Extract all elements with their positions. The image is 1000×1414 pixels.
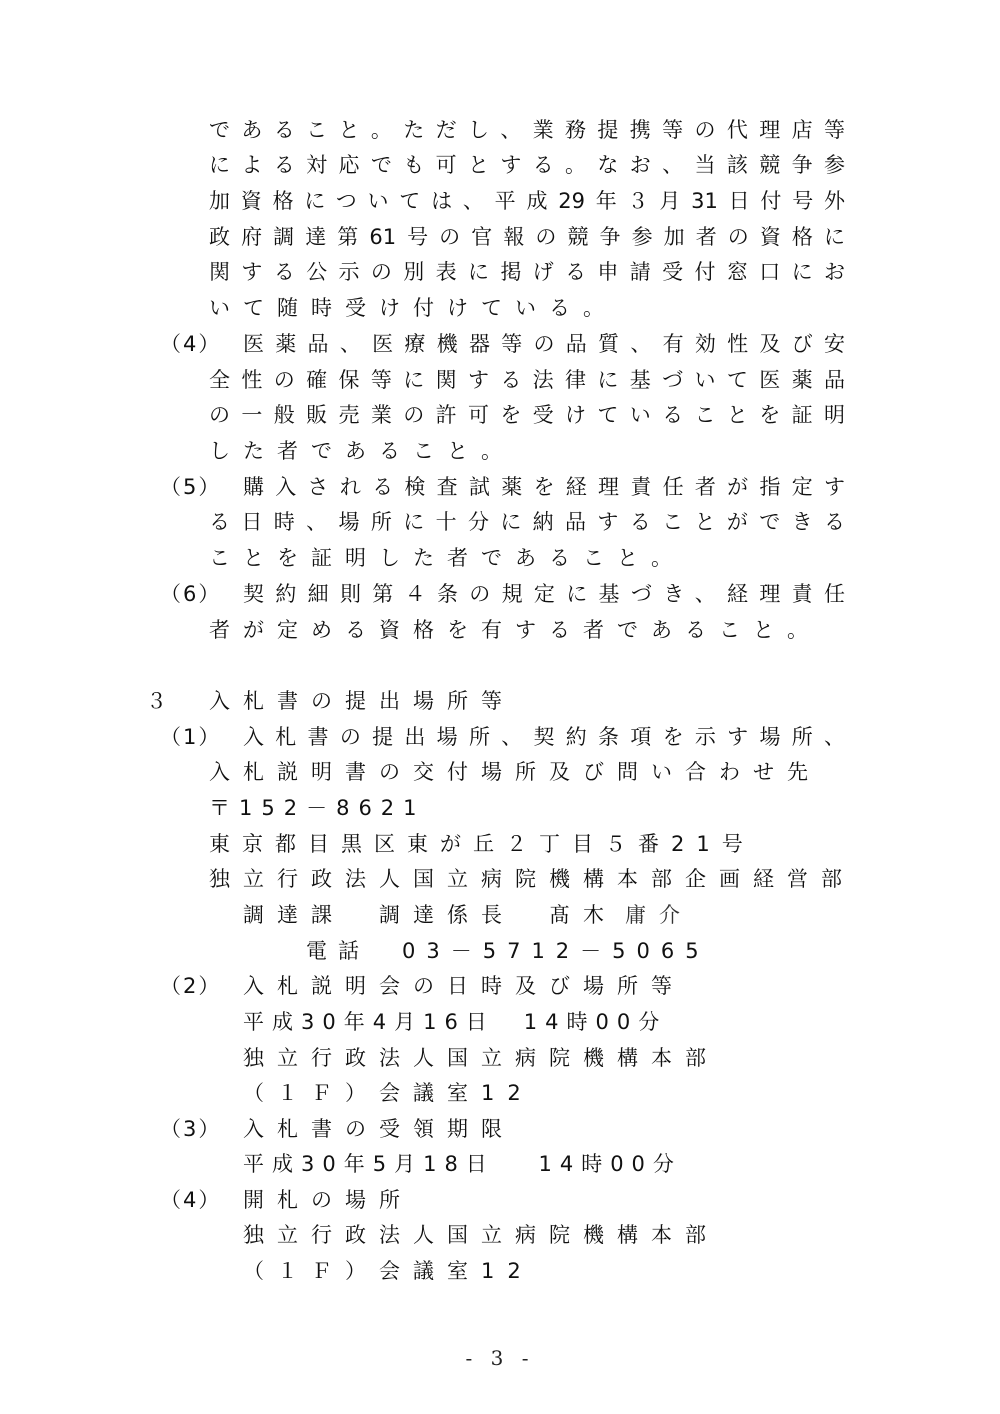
paragraph-line: による対応でも可とする。なお、当該競争参 [209,153,845,177]
paragraph-line: であること。ただし、業務提携等の代理店等 [209,118,845,142]
opening-room: （１Ｆ）会議室12 [243,1259,534,1283]
item-line: の一般販売業の許可を受けていることを証明 [209,403,845,427]
item-number: （4） [160,1188,222,1212]
item-line: 全性の確保等に関する法律に基づいて医薬品 [209,368,845,392]
phone-number: 電話 03－5712－5065 [306,939,710,963]
item-line: 者が定める資格を有する者であること。 [209,618,821,642]
paragraph-line: いて随時受け付けている。 [209,296,617,320]
item-line: 医薬品、医療機器等の品質、有効性及び安 [243,332,845,356]
item-line: ことを証明した者であること。 [209,546,685,570]
address: 東京都目黒区東が丘２丁目５番21号 [209,832,755,856]
item-line: る日時、場所に十分に納品することができる [209,510,845,534]
paragraph-line: 政府調達第61号の官報の競争参加者の資格に [209,225,845,249]
item-number: （1） [160,725,222,749]
item-title: 開札の場所 [243,1188,413,1212]
item-line: 入札説明書の交付場所及び問い合わせ先 [209,760,821,784]
item-number: （3） [160,1117,222,1141]
item-line: 契約細則第４条の規定に基づき、経理責任 [243,582,845,606]
organization: 独立行政法人国立病院機構本部企画経営部 [209,867,855,891]
briefing-place: 独立行政法人国立病院機構本部 [243,1046,719,1070]
item-title: 入札説明会の日時及び場所等 [243,974,685,998]
paragraph-line: 加資格については、平成29年３月31日付号外 [209,189,845,213]
contact-department [243,902,693,928]
item-line: 購入される検査試薬を経理責任者が指定す [243,475,845,499]
deadline-datetime: 平成30年5月18日 14時00分 [243,1152,682,1176]
item-number: （5） [160,475,222,499]
briefing-room: （１Ｆ）会議室12 [243,1081,534,1105]
item-number: （2） [160,974,222,998]
paragraph-line: 関する公示の別表に掲げる申請受付窓口にお [209,260,845,284]
item-number: （6） [160,582,222,606]
contact-dept-text: 調達課 調達係長 髙木 [243,903,617,927]
section-title: 入札書の提出場所等 [209,689,515,713]
postal-code: 〒152－8621 [209,796,426,820]
item-title: 入札書の受領期限 [243,1117,515,1141]
opening-place: 独立行政法人国立病院機構本部 [243,1223,719,1247]
contact-given-name: 庸介 [625,903,693,927]
item-line: した者であること。 [209,439,515,463]
item-line: 入札書の提出場所、契約条項を示す場所、 [243,725,845,749]
section-number: ３ [146,689,169,713]
briefing-datetime: 平成30年4月16日 14時00分 [243,1010,668,1034]
item-number: （4） [160,332,222,356]
page-number: - 3 - [465,1346,535,1370]
